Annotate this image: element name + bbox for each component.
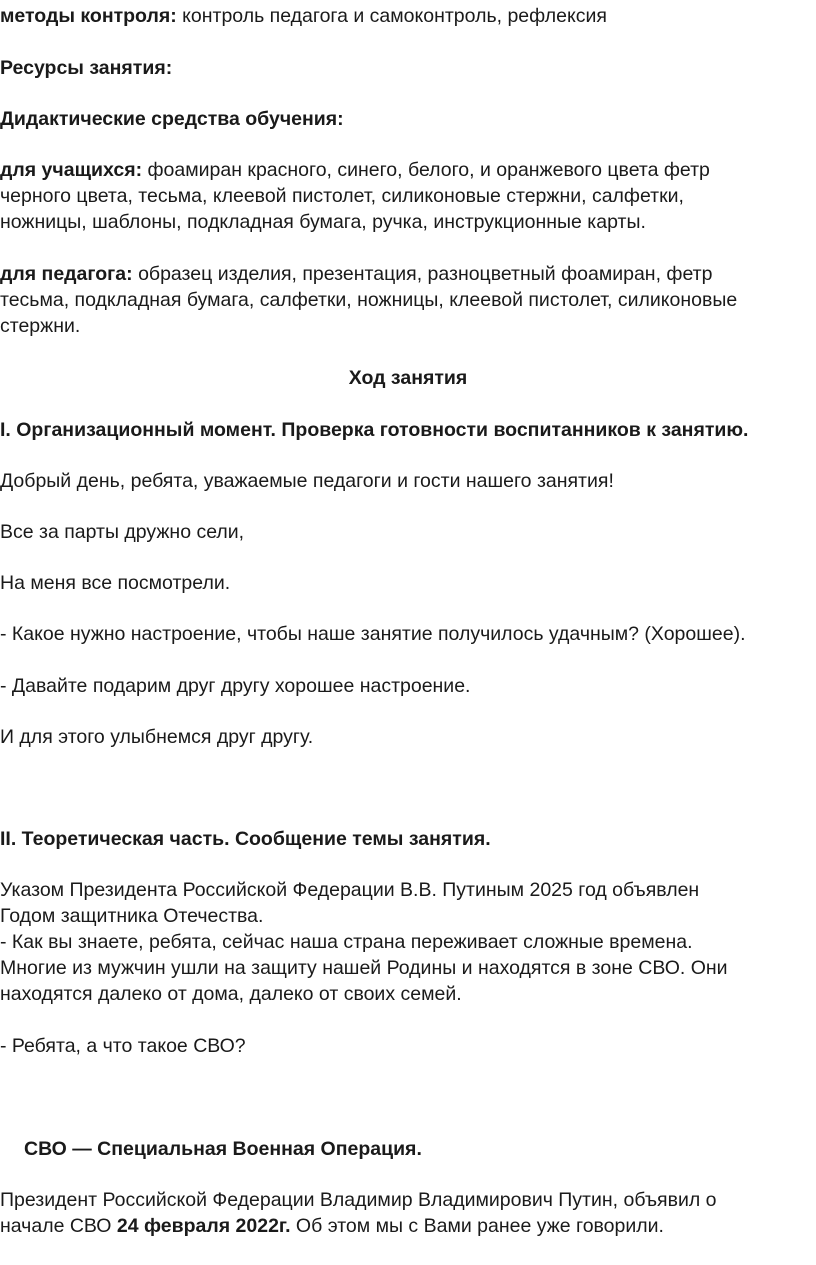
section1-paragraph-3: На меня все посмотрели. xyxy=(0,572,231,594)
students-label: для учащихся: xyxy=(0,159,143,181)
section2-paragraph-3-line-1: Президент Российской Федерации Владимир Владимирович Путин, объявил о xyxy=(0,1189,717,1211)
students-line-2: черного цвета, тесьма, клеевой пистолет, силиконовые стержни, салфетки, xyxy=(0,185,684,207)
teacher-label: для педагога: xyxy=(0,263,133,285)
teacher-line-1 xyxy=(0,261,712,287)
students-line-3: ножницы, шаблоны, подкладная бумага, ручка, инструкционные карты. xyxy=(0,211,646,233)
section1-paragraph-4: - Какое нужно настроение, чтобы наше занятие получилось удачным? (Хорошее). xyxy=(0,623,746,645)
section1-paragraph-6: И для этого улыбнемся друг другу. xyxy=(0,726,314,748)
svo-start-date: 24 февраля 2022г. xyxy=(116,1215,291,1237)
lesson-title: Ход занятия xyxy=(348,367,468,389)
section2-paragraph-2-line-3: находятся далеко от дома, далеко от своих семей. xyxy=(0,983,462,1005)
section1-paragraph-5: - Давайте подарим друг другу хорошее настроение. xyxy=(0,675,471,697)
control-methods-line xyxy=(0,3,607,29)
svo-heading: СВО — Специальная Военная Операция. xyxy=(24,1138,422,1160)
section2-paragraph-1-line-1: Указом Президента Российской Федерации В.В. Путиным 2025 год объявлен xyxy=(0,879,700,901)
p3-text-a: начале СВО xyxy=(0,1215,117,1237)
section2-paragraph-2-line-2: Многие из мужчин ушли на защиту нашей Родины и находятся в зоне СВО. Они xyxy=(0,957,728,979)
control-methods-label: методы контроля: xyxy=(0,5,177,27)
teacher-line-2: тесьма, подкладная бумага, салфетки, ножницы, клеевой пистолет, силиконовые xyxy=(0,289,738,311)
section2-paragraph-2-line-1: - Как вы знаете, ребята, сейчас наша страна переживает сложные времена. xyxy=(0,931,693,953)
students-text-1: фоамиран красного, синего, белого, и оранжевого цвета фетр xyxy=(142,159,710,181)
teacher-text-1: образец изделия, презентация, разноцветный фоамиран, фетр xyxy=(132,263,713,285)
section1-paragraph-2: Все за парты дружно сели, xyxy=(0,521,245,543)
control-methods-text: контроль педагога и самоконтроль, рефлексия xyxy=(176,5,607,27)
p3-text-b: Об этом мы с Вами ранее уже говорили. xyxy=(290,1215,664,1237)
teacher-line-3: стержни. xyxy=(0,315,81,337)
didactic-heading: Дидактические средства обучения: xyxy=(0,108,344,130)
section2-question: - Ребята, а что такое СВО? xyxy=(0,1035,246,1057)
section2-heading: II. Теоретическая часть. Сообщение темы занятия. xyxy=(0,828,491,850)
resources-heading: Ресурсы занятия: xyxy=(0,57,173,79)
section2-paragraph-3-line-2 xyxy=(0,1213,664,1239)
section2-paragraph-1-line-2: Годом защитника Отечества. xyxy=(0,905,264,927)
section1-heading: I. Организационный момент. Проверка готовности воспитанников к занятию. xyxy=(0,419,749,441)
section1-paragraph-1: Добрый день, ребята, уважаемые педагоги и гости нашего занятия! xyxy=(0,470,614,492)
students-line-1 xyxy=(0,157,710,183)
